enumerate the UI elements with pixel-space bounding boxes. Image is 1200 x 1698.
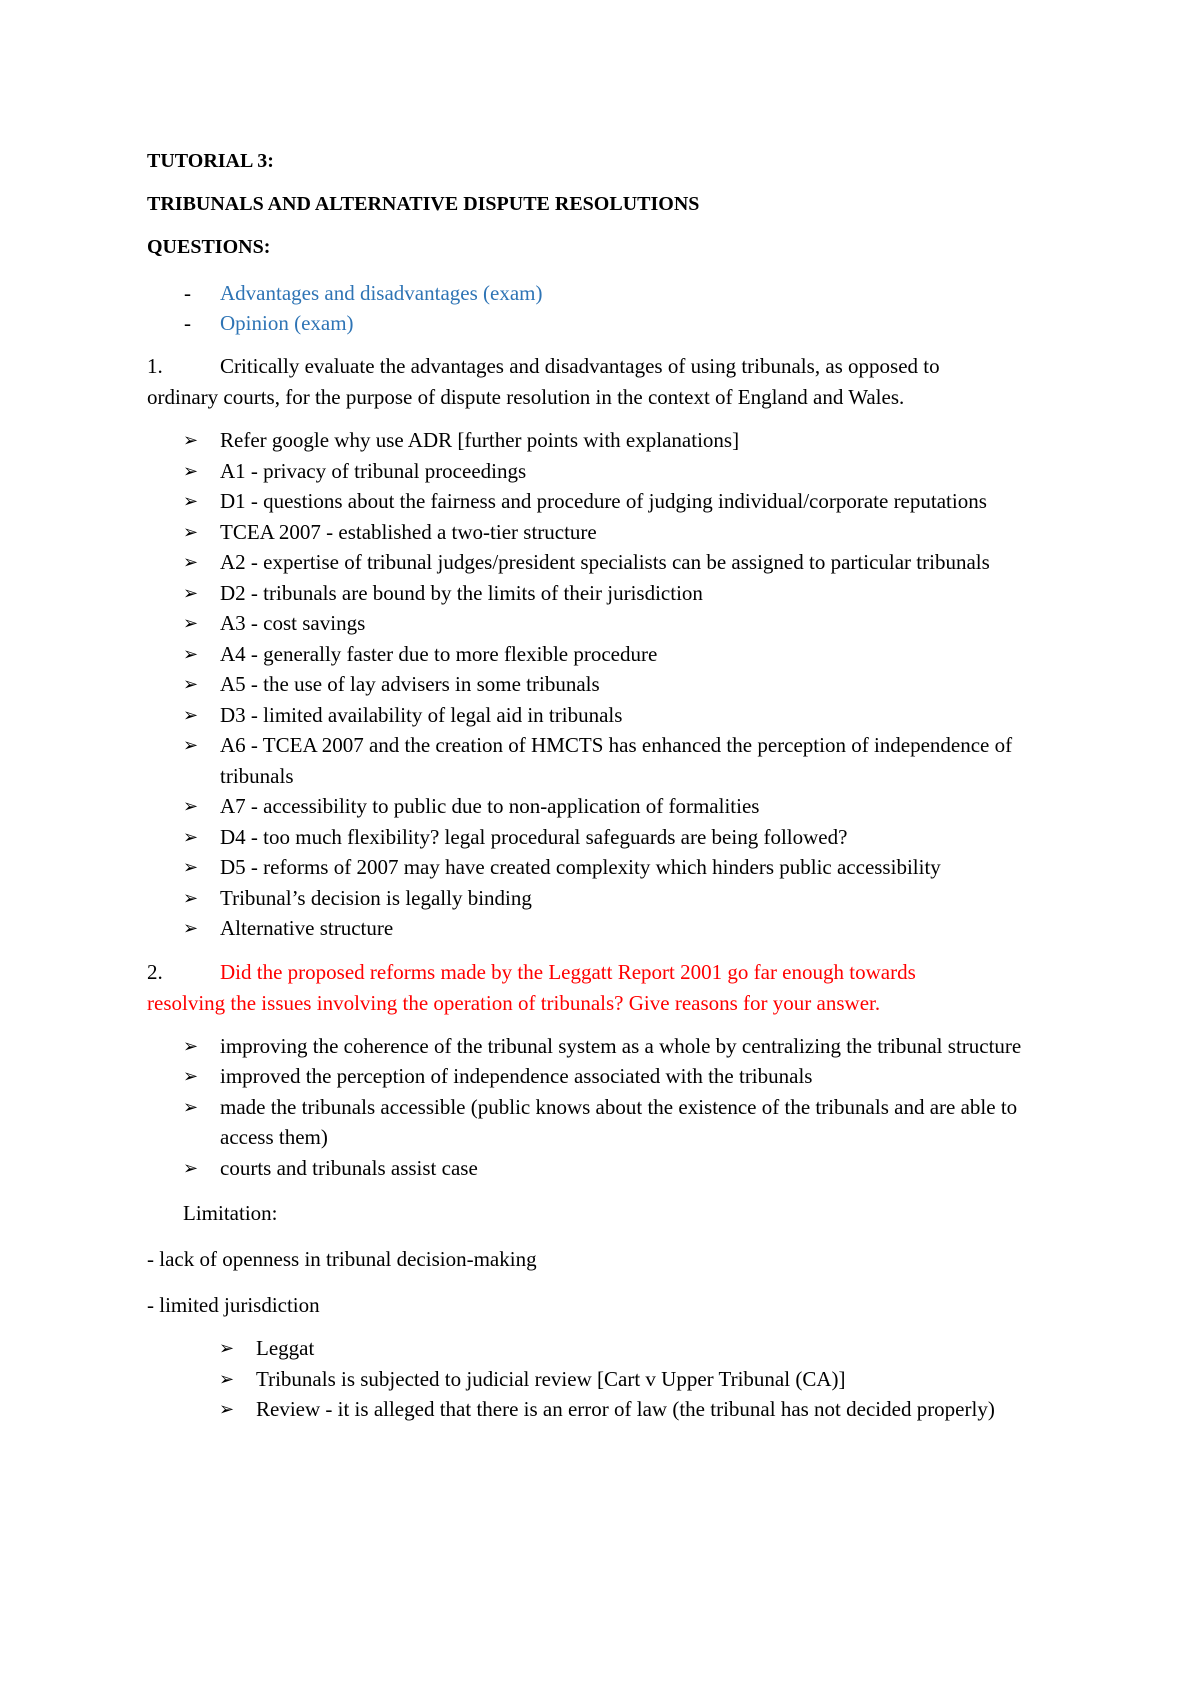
arrow-bullet-icon: ➢ xyxy=(183,887,199,908)
bullet-text: A1 - privacy of tribunal proceedings xyxy=(220,458,527,483)
bullet-point xyxy=(147,578,1067,609)
bullet-text: A6 - TCEA 2007 and the creation of HMCTS has enhanced the perception of independence of tribunals xyxy=(220,733,1013,788)
dash-bullet-icon: - xyxy=(184,311,191,335)
question-2 xyxy=(147,957,1067,1019)
bullet-point xyxy=(147,1061,1067,1092)
bullet-text: Tribunal’s decision is legally binding xyxy=(220,885,532,910)
arrow-bullet-icon: ➢ xyxy=(183,430,199,450)
arrow-bullet-icon: ➢ xyxy=(183,704,199,725)
bullet-text: D3 - limited availability of legal aid in tribunals xyxy=(220,702,623,727)
question-1 xyxy=(147,351,1067,413)
questions-heading: QUESTIONS: xyxy=(147,236,271,258)
bullet-text: improved the perception of independence associated with the tribunals xyxy=(220,1064,813,1088)
question-number: 2. xyxy=(147,959,163,984)
arrow-bullet-icon: ➢ xyxy=(183,857,199,877)
arrow-bullet-icon: ➢ xyxy=(183,796,199,816)
bullet-text: A2 - expertise of tribunal judges/president specialists can be assigned to particular tribunals xyxy=(220,550,990,574)
arrow-bullet-icon: ➢ xyxy=(183,918,199,938)
arrow-bullet-icon: ➢ xyxy=(219,1368,235,1389)
bullet-text: D1 - questions about the fairness and procedure of judging individual/corporate reputations xyxy=(220,489,987,513)
bullet-point xyxy=(147,1333,1067,1364)
limitation-label: Limitation: xyxy=(183,1201,278,1225)
limitation-item: - limited jurisdiction xyxy=(147,1293,320,1317)
arrow-bullet-icon: ➢ xyxy=(183,491,199,511)
bullet-text: A7 - accessibility to public due to non-application of formalities xyxy=(220,794,760,818)
document-page xyxy=(147,130,1067,1425)
bullet-point xyxy=(147,456,1067,487)
bullet-text: improving the coherence of the tribunal system as a whole by centralizing the tribunal structure xyxy=(220,1033,1022,1058)
bullet-text: D5 - reforms of 2007 may have created complexity which hinders public accessibility xyxy=(220,855,941,879)
limitation-item: - lack of openness in tribunal decision-making xyxy=(147,1247,537,1271)
bullet-text: A3 - cost savings xyxy=(220,611,366,635)
bullet-point xyxy=(147,669,1067,700)
arrow-bullet-icon: ➢ xyxy=(219,1338,235,1358)
arrow-bullet-icon: ➢ xyxy=(183,1157,199,1178)
bullet-text: made the tribunals accessible (public knows about the existence of the tribunals and are able to access them) xyxy=(220,1094,1018,1149)
question-text-line: Critically evaluate the advantages and disadvantages of using tribunals, as opposed to xyxy=(220,354,940,378)
bullet-point xyxy=(147,791,1067,822)
bullet-point xyxy=(147,913,1067,944)
bullet-text: Alternative structure xyxy=(220,916,394,940)
question-text-line: ordinary courts, for the purpose of dispute resolution in the context of England and Wales. xyxy=(147,385,905,409)
bullet-point xyxy=(147,1092,1067,1153)
arrow-bullet-icon: ➢ xyxy=(183,674,199,694)
bullet-point xyxy=(147,700,1067,731)
bullet-text: D2 - tribunals are bound by the limits of their jurisdiction xyxy=(220,580,703,605)
arrow-bullet-icon: ➢ xyxy=(219,1399,235,1419)
bullet-point xyxy=(147,1364,1067,1395)
bullet-point xyxy=(147,547,1067,578)
bullet-text: Refer google why use ADR [further points with explanations] xyxy=(220,428,740,452)
bullet-text: Leggat xyxy=(256,1336,315,1360)
bullet-point xyxy=(147,1394,1067,1425)
bullet-text: Tribunals is subjected to judicial review [Cart v Upper Tribunal (CA)] xyxy=(256,1366,846,1391)
arrow-bullet-icon: ➢ xyxy=(183,613,199,633)
bullet-text: D4 - too much flexibility? legal procedural safeguards are being followed? xyxy=(220,824,848,849)
arrow-bullet-icon: ➢ xyxy=(183,1035,199,1056)
bullet-point xyxy=(147,517,1067,548)
bullet-point xyxy=(147,883,1067,914)
bullet-point xyxy=(147,822,1067,853)
bullet-point xyxy=(147,1153,1067,1184)
exam-notes-list xyxy=(147,278,1067,338)
arrow-bullet-icon: ➢ xyxy=(183,1096,199,1117)
bullet-text: A4 - generally faster due to more flexible procedure xyxy=(220,641,658,666)
bullet-point xyxy=(147,486,1067,517)
bullet-point xyxy=(147,639,1067,670)
bullet-point xyxy=(147,608,1067,639)
question-number: 1. xyxy=(147,354,163,378)
arrow-bullet-icon: ➢ xyxy=(183,582,199,603)
arrow-bullet-icon: ➢ xyxy=(183,643,199,664)
arrow-bullet-icon: ➢ xyxy=(183,735,199,755)
question-text-line: resolving the issues involving the operation of tribunals? Give reasons for your answer. xyxy=(147,990,881,1015)
arrow-bullet-icon: ➢ xyxy=(183,826,199,847)
question-1-points xyxy=(147,425,1067,944)
document-title: TUTORIAL 3: xyxy=(147,150,274,172)
exam-note-item: - Opinion (exam) xyxy=(147,308,1067,338)
question-text-line: Did the proposed reforms made by the Leggatt Report 2001 go far enough towards xyxy=(220,959,916,984)
exam-note-item: - Advantages and disadvantages (exam) xyxy=(147,278,1067,308)
arrow-bullet-icon: ➢ xyxy=(183,521,199,542)
dash-bullet-icon: - xyxy=(184,281,191,305)
arrow-bullet-icon: ➢ xyxy=(183,552,199,572)
bullet-text: A5 - the use of lay advisers in some tribunals xyxy=(220,672,600,696)
bullet-point xyxy=(147,1031,1067,1062)
bullet-text: Review - it is alleged that there is an error of law (the tribunal has not decided properly) xyxy=(256,1397,995,1421)
arrow-bullet-icon: ➢ xyxy=(183,460,199,481)
arrow-bullet-icon: ➢ xyxy=(183,1066,199,1086)
bullet-point xyxy=(147,730,1067,791)
document-subtitle: TRIBUNALS AND ALTERNATIVE DISPUTE RESOLUTIONS xyxy=(147,193,700,215)
final-points-list xyxy=(147,1333,1067,1425)
bullet-point xyxy=(147,852,1067,883)
bullet-text: courts and tribunals assist case xyxy=(220,1155,478,1180)
bullet-point xyxy=(147,425,1067,456)
question-2-points xyxy=(147,1031,1067,1184)
bullet-text: TCEA 2007 - established a two-tier structure xyxy=(220,519,597,544)
